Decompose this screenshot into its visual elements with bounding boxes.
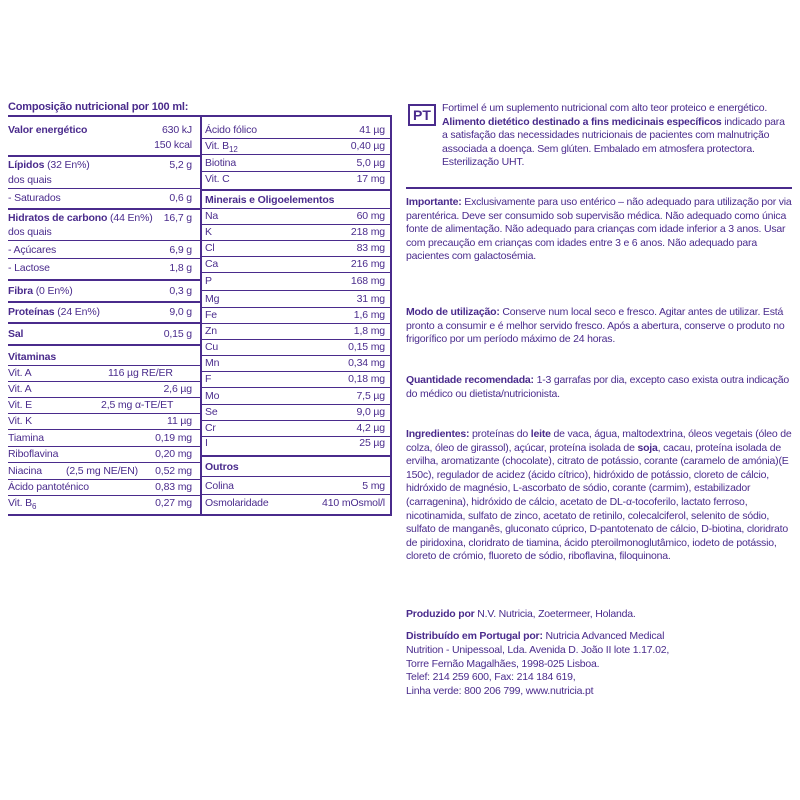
table-right-border	[390, 115, 392, 516]
carbs-value: 16,7 g	[163, 212, 192, 224]
lipids-value: 5,2 g	[169, 159, 192, 171]
vitamin-row: Vit. A 2,6 µg	[8, 383, 192, 395]
mineral-row: Fe 1,6 mg	[205, 309, 385, 321]
vitamin-row: Vit. C 17 mg	[205, 173, 385, 185]
lactose-row	[8, 262, 192, 275]
vitamins-heading: Vitaminas	[8, 351, 57, 363]
vitamin-row: Vit. E 2,5 mg α-TE/ET	[8, 399, 174, 411]
energy-kcal: 150 kcal	[154, 139, 192, 151]
mineral-row: Cr 4,2 µg	[205, 422, 385, 434]
important-paragraph: Importante: Exclusivamente para uso entérico – não adequado para utilização por via parentérica. Deve ser consumido sob supervisão médica. Não adequado como única fonte de alimentação. Não adequado para crianças com idade inferior a 3 anos. Usar com precaução em crianças com idades entre 3 e 6 anos. Não adequado para pacientes com galactosémia.	[406, 196, 792, 263]
saturated-label: - Saturados	[8, 192, 61, 204]
protein-label: Proteínas	[8, 306, 55, 318]
fibre-value: 0,3 g	[169, 285, 192, 297]
vitamin-b12-row: Vit. $B_{12}$ 0,40 µg	[205, 140, 385, 155]
distributor-block: Distribuído em Portugal por: Nutricia Advanced Medical Nutrition - Unipessoal, Lda. Avenida D. João II lote 1.17.02, Torre Fernão Magalhães, 1998-025 Lisboa. Telef: 214 259 600, Fax: 214 184 619, Linha verde: 800 206 799, www.nutricia.pt	[406, 630, 706, 699]
section-rule	[406, 187, 792, 189]
vitamin-row: Tiamina 0,19 mg	[8, 432, 192, 444]
quantity-paragraph: Quantidade recomendada: 1-3 garrafas por dia, excepto caso exista outra indicação do médico ou dietista/nutricionista.	[406, 374, 789, 400]
sugars-value: 6,9 g	[169, 244, 192, 256]
rule	[202, 272, 390, 273]
rule	[8, 495, 200, 496]
rule	[8, 462, 200, 463]
rule	[8, 344, 200, 346]
carbs-row	[8, 212, 192, 225]
phone-line: Telef: 214 259 600, Fax: 214 184 619,	[406, 671, 576, 684]
mineral-row: Cl 83 mg	[205, 242, 385, 254]
vitamin-row: Ácido pantoténico 0,83 mg	[8, 481, 192, 493]
rule	[8, 208, 200, 210]
other-row: Osmolaridade 410 mOsmol/l	[205, 497, 385, 509]
rule	[8, 397, 200, 398]
fibre-label: Fibra	[8, 285, 33, 297]
allergen-milk: leite	[530, 428, 551, 440]
rule	[202, 171, 390, 172]
carbs-of-which-row	[8, 226, 192, 239]
rule	[202, 240, 390, 241]
rule	[202, 256, 390, 257]
lipids-of-which-row	[8, 174, 192, 187]
minerals-heading: Minerais e Oligoelementos	[205, 194, 335, 206]
carbs-label: Hidratos de carbono	[8, 212, 108, 224]
other-row: Colina 5 mg	[205, 480, 385, 492]
vitamin-row: Niacina (2,5 mg NE/EN) 0,52 mg	[8, 465, 192, 477]
rule	[202, 154, 390, 155]
rule	[202, 476, 390, 477]
rule	[202, 371, 390, 372]
lactose-label: - Lactose	[8, 262, 50, 274]
vitamins-heading-row	[8, 351, 192, 364]
intro-paragraph: Fortimel é um suplemento nutricional com alto teor proteico e energético. Alimento dietético destinado a fins medicinais específicos indicado para a satisfação das necessidades nutricionais de pacientes com malnutrição associada a doença. Sem glúten. Embalado em atmosfera protectora. Esterilização UHT.	[442, 102, 785, 169]
rule	[202, 189, 390, 191]
mineral-row: P 168 mg	[205, 275, 385, 287]
lipids-row	[8, 159, 192, 172]
rule	[202, 224, 390, 225]
salt-row	[8, 328, 192, 341]
energy-row	[8, 124, 192, 137]
protein-en: (24 En%)	[57, 306, 100, 318]
sugars-label: - Açúcares	[8, 244, 57, 256]
salt-label: Sal	[8, 328, 24, 340]
lipids-en: (32 En%)	[47, 159, 90, 171]
address-line: Nutrition - Unipessoal, Lda. Avenida D. João II lote 1.17.02,	[406, 643, 670, 656]
rule	[8, 413, 200, 414]
mineral-row: Cu 0,15 mg	[205, 341, 385, 353]
rule	[202, 307, 390, 308]
vitamin-row: Vit. A 116 µg RE/ER	[8, 367, 173, 379]
rule	[8, 479, 200, 480]
rule	[8, 322, 200, 324]
lipids-of-which: dos quais	[8, 174, 52, 186]
rule	[8, 429, 200, 430]
rule	[202, 208, 390, 209]
lipids-label: Lípidos	[8, 159, 45, 171]
vitamin-row: Ácido fólico 41 µg	[205, 124, 385, 136]
protein-value: 9,0 g	[169, 306, 192, 318]
manufacturer-block: Produzido por N.V. Nutricia, Zoetermeer, Holanda.	[406, 608, 636, 620]
table-title: Composição nutricional por 100 ml:	[8, 101, 189, 113]
rule	[8, 381, 200, 382]
mineral-row: Mn 0,34 mg	[205, 357, 385, 369]
mineral-row: Ca 216 mg	[205, 258, 385, 270]
table-bottom-rule	[8, 514, 392, 516]
rule	[202, 355, 390, 356]
others-heading-row	[205, 461, 385, 474]
rule	[8, 365, 200, 366]
protein-row	[8, 306, 192, 319]
allergen-soy: soja	[637, 441, 658, 454]
rule	[8, 301, 200, 303]
rule	[202, 420, 390, 421]
carbs-of-which: dos quais	[8, 226, 52, 238]
rule	[8, 240, 200, 241]
website-line: Linha verde: 800 206 799, www.nutricia.pt	[406, 685, 594, 698]
energy-kj: 630 kJ	[161, 124, 192, 136]
lactose-value: 1,8 g	[169, 262, 192, 274]
fibre-row	[8, 285, 192, 298]
rule	[8, 155, 200, 157]
mineral-row: Na 60 mg	[205, 210, 385, 222]
rule	[202, 323, 390, 324]
mineral-row: Mg 31 mg	[205, 293, 385, 305]
vitamin-row: Biotina 5,0 µg	[205, 157, 385, 169]
rule	[8, 279, 200, 281]
mineral-row: I 25 µg	[205, 437, 385, 449]
mineral-row: K 218 mg	[205, 226, 385, 238]
carbs-en: (44 En%)	[110, 212, 153, 224]
sugars-row	[8, 244, 192, 257]
rule	[202, 290, 390, 291]
language-badge: PT	[408, 104, 436, 126]
vitamin-b6-row: Vit. $B_6$ 0,27 mg	[8, 497, 192, 512]
fibre-en: (0 En%)	[35, 285, 73, 297]
address-line: Torre Fernão Magalhães, 1998-025 Lisboa.	[406, 657, 600, 670]
rule	[202, 404, 390, 405]
rule	[8, 258, 200, 259]
others-heading: Outros	[205, 461, 239, 473]
rule	[202, 387, 390, 388]
salt-value: 0,15 g	[163, 328, 192, 340]
minerals-heading-row	[205, 194, 385, 207]
mineral-row: F 0,18 mg	[205, 373, 385, 385]
usage-paragraph: Modo de utilização: Conserve num local seco e fresco. Agitar antes de utilizar. Está pronto a consumir e é melhor servido fresco. Após a abertura, conserve o produto no frigorífico por um período máximo de 24 horas.	[406, 306, 785, 346]
mineral-row: Mo 7,5 µg	[205, 390, 385, 402]
mineral-row: Se 9,0 µg	[205, 406, 385, 418]
ingredients-paragraph: Ingredientes: proteínas do leite de vaca, água, maltodextrina, óleos vegetais (óleo de colza, óleo de girassol), açúcar, proteína isolada de soja, cacau, proteína isolada de ervilha, aromatizante (chocolate), citrato de potássio, corante (caramelo de amónia)(E 150c), regulador de acidez (ácido cítrico), hidróxido de potássio, cloreto de cálcio, hidróxido de magnésio, L-ascorbato de sódio, corante (carmim), estabilizador (carragenina), hidróxido de cálcio, acetato de DL-α-tocoferilo, lactato ferroso, nicotinamida, sulfato de zinco, acetato de retinilo, colecalciferol, selenito de sódio, sulfato de manganês, gluconato cúprico, D-pantotenato de cálcio, D-biotina, cloridrato de piridoxina, cloridrato de tiamina, ácido pteroilmonoglutâmico, iodeto de potássio, cloreto de crómio, fluoreto de sódio, riboflavina, filoquinona.	[406, 428, 792, 563]
vitamin-row: Vit. K 11 µg	[8, 415, 192, 427]
energy-kcal-row	[8, 139, 192, 152]
saturated-row	[8, 192, 192, 205]
vitamin-row: Riboflavina 0,20 mg	[8, 448, 192, 460]
rule	[8, 446, 200, 447]
mineral-row: Zn 1,8 mg	[205, 325, 385, 337]
rule	[202, 455, 390, 457]
rule	[202, 138, 390, 139]
rule	[202, 339, 390, 340]
rule	[8, 188, 200, 189]
energy-label: Valor energético	[8, 124, 88, 136]
saturated-value: 0,6 g	[169, 192, 192, 204]
rule	[202, 494, 390, 495]
